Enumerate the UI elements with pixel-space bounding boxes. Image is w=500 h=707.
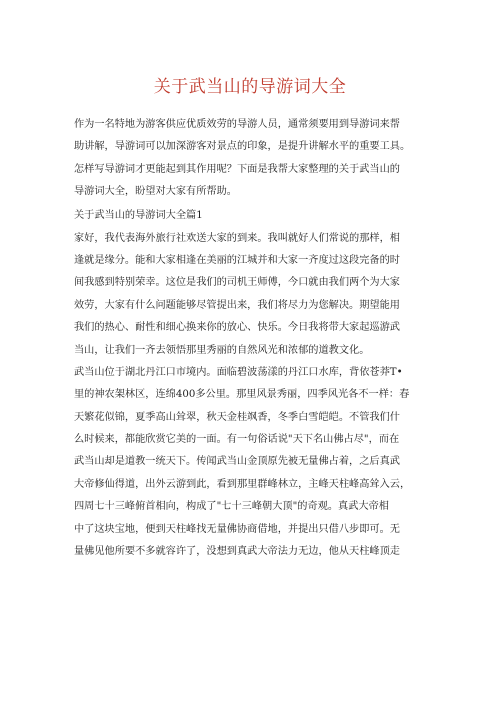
text-line: 天繁花似锦，夏季高山耸翠，秋天金桂飒香，冬季白雪皑皑。不管我们什 (74, 411, 400, 423)
text-line: 么时候来，都能欣赏它美的一面。有一句俗话说"天下名山佛占尽"，而在 (74, 434, 400, 446)
text-line: 我们的热心、耐性和细心换来你的放心、快乐。今日我将带大家起巡游武 (74, 322, 400, 334)
text-line: 间我感到特别荣幸。这位是我们的司机王师傅，今口就由我们两个为大家 (74, 277, 400, 289)
text-line: 效劳，大家有什么问题能够尽管提出来，我们将尽力为您解决。期望能用 (74, 299, 400, 311)
text-line: 量佛见他所要不多就容许了，没想到真武大帝法力无边，他从天柱峰顶走 (74, 546, 400, 558)
text-line: 中了这块宝地，便到天柱峰找无量佛协商借地，并提出只借八步即可。无 (74, 523, 400, 535)
text-line: 怎样写导游词才更能起到其作用呢？下面是我帮大家整理的关于武当山的 (74, 163, 400, 175)
intro-paragraph (74, 114, 436, 204)
text-line: 作为一名特地为游客供应优质效劳的导游人员，通常须要用到导游词来帮 (74, 119, 400, 130)
text-line: 家好，我代表海外旅行社欢送大家的到来。我叫就好人们常说的那样，相 (74, 232, 400, 244)
text-line: 当山，让我们一齐去领悟那里秀丽的自然风光和浓郁的道教文化。 (74, 344, 370, 356)
document-title: 关于武当山的导游词大全 (153, 77, 347, 97)
text-line: 大帝修仙得道，出外云游到此，看到那里群峰林立，主峰天柱峰高耸入云， (74, 478, 411, 490)
text-line: 里的神农架林区，连绵400多公里。那里风景秀丽，四季风光各不一样：春 (74, 389, 410, 401)
paragraph-location (74, 362, 436, 564)
section-heading: 关于武当山的导游词大全篇1 (74, 209, 203, 221)
paragraph-welcome (74, 228, 436, 362)
text-line: 逢就是缘分。能和大家相逢在美丽的江城并和大家一齐度过这段完备的时 (74, 254, 400, 266)
text-line: 助讲解，导游词可以加深游客对景点的印象，是提升讲解水平的重要工具。 (74, 141, 411, 153)
text-line: 武当山却是道教一统天下。传闻武当山金顶原先被无量佛占着，之后真武 (74, 456, 400, 468)
text-line: 武当山位于湖北丹江口市境内。面临碧波荡漾的丹江口水库，背依苍莽T• (74, 366, 403, 378)
document-body (74, 114, 436, 563)
text-line: 导游词大全，盼望对大家有所帮助。 (74, 186, 237, 198)
text-line: 四周七十三峰俯首相向，构成了"七十三峰朝大顶"的奇观。真武大帝相 (74, 501, 389, 513)
